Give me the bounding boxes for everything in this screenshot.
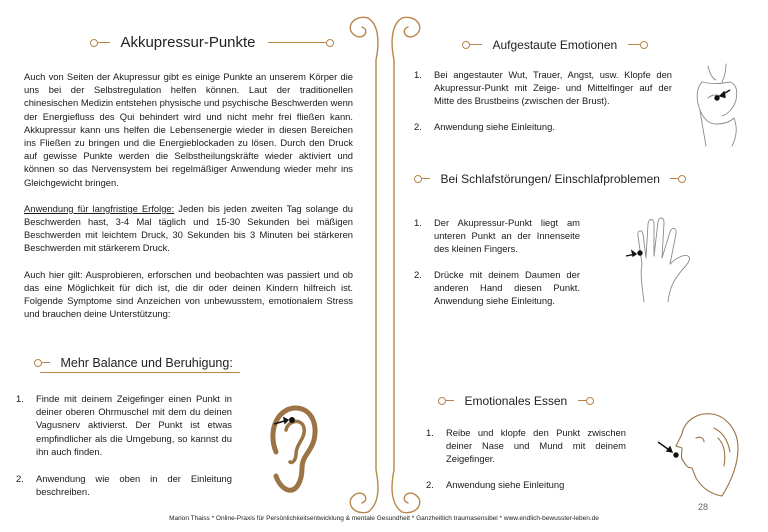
section-title: Bei Schlafstörungen/ Einschlafproblemen	[440, 171, 660, 186]
rule-ornament	[420, 178, 430, 179]
item-text: Anwendung siehe Einleitung	[446, 478, 565, 490]
item-number: 2.	[414, 268, 422, 280]
hand-illustration	[622, 214, 702, 306]
rule-ornament	[96, 42, 110, 43]
list-item	[16, 472, 232, 498]
list-item	[426, 478, 626, 491]
section-title: Emotionales Essen	[464, 393, 568, 408]
item-number: 1.	[426, 427, 434, 438]
rule-ornament	[468, 44, 482, 45]
rule-ornament	[578, 400, 588, 401]
rule-ornament	[444, 400, 454, 401]
emotions-heading	[468, 36, 642, 54]
item-number: 1.	[414, 217, 422, 228]
page-number: 28	[697, 502, 708, 512]
list-item	[414, 216, 580, 256]
emotions-list	[414, 68, 672, 145]
face-illustration	[652, 408, 742, 498]
sleep-heading	[420, 170, 680, 188]
list-item	[426, 426, 626, 466]
item-number: 1.	[16, 393, 24, 404]
intro-text: Auch von Seiten der Akupressur gibt es einige Punkte an unserem Körper die uns bei der Selbstregulation helfen können. Laut der traditionellen chinesischen Medizin entstehen physische und psychische Beschwerden wenn der Energiefluss des Qui behindert wird und nicht mehr frei fließen kann. Akkupressur kann uns helfen die Lebensenergie wieder in diesen Bereichen ins Fließen zu bringen und die Energieblockaden zu lösen. Durch den Druck auf gewisse Punkte werden die Selbstheilungskräfte wieder aktiviert und können so das Nervensystem bei regelmäßiger Anwendung wieder mehr ins Gleichgewicht bringen.	[24, 71, 353, 188]
eating-list	[426, 426, 626, 503]
item-number: 2.	[16, 473, 24, 485]
sleep-list	[414, 216, 580, 319]
list-item	[414, 68, 672, 108]
section-title: Aufgestaute Emotionen	[492, 37, 618, 52]
rule-ornament	[628, 44, 642, 45]
item-text: Reibe und klopfe den Punkt zwischen deiner Nase und Mund mit deinem Zeigefinger.	[446, 427, 626, 465]
section-title: Mehr Balance und Beruhigung:	[60, 355, 233, 370]
list-item	[414, 268, 580, 308]
eating-heading	[444, 392, 588, 410]
item-number: 2.	[426, 478, 434, 490]
rule-ornament	[670, 178, 680, 179]
list-item	[414, 120, 672, 133]
list-item	[16, 392, 232, 458]
rule-line	[40, 372, 240, 373]
intro-paragraph	[24, 70, 353, 320]
longterm-paragraph	[24, 202, 353, 255]
also-text: Auch hier gilt: Ausprobieren, erforschen und beobachten was passiert und ob das eine Möglichkeit für dich ist, die dir oder deinen Kindern hilfreich ist. Folgende Symptome sind Anzeichen von unbewusstem, emotionalem Stress und brauchen deine Unterstützung:	[24, 268, 353, 320]
rule-ornament	[268, 42, 328, 43]
item-text: Anwendung wie oben in der Einleitung beschreiben.	[36, 473, 232, 498]
balance-list	[16, 392, 232, 510]
footer-text: Marion Thaiss * Online-Praxis für Persönlichkeitsentwicklung & mentale Gesundheit * Ganzheitlich traumasensibel * www.endlich-bewusster-leben.de	[169, 515, 599, 522]
longterm-text: Jeden bis jeden zweiten Tag solange du Beschwerden hast, 3-4 Mal täglich und 15-30 Sekunden bei mäßigen Beschwerden mit leichtem Druck, 30 Sekunden bis 3 Minuten bei stärkeren Beschwerden mit stärkerem Druck.	[24, 202, 353, 254]
item-text: Bei angestauter Wut, Trauer, Angst, usw. Klopfe den Akupressur-Punkt mit Zeige- und Mittelfinger auf der Mitte des Brustbeins (zwischen der Brust).	[434, 69, 672, 107]
item-number: 1.	[414, 69, 422, 80]
ear-illustration	[262, 402, 320, 496]
page-title: Akkupressur-Punkte	[120, 34, 256, 52]
item-number: 2.	[414, 120, 422, 132]
item-text: Anwendung siehe Einleitung.	[434, 120, 555, 132]
item-text: Drücke mit deinem Daumen der anderen Hand diesen Punkt. Anwendung siehe Einleitung.	[434, 268, 580, 307]
longterm-label: Anwendung für langfristige Erfolge:	[24, 202, 175, 214]
item-text: Finde mit deinem Zeigefinger einen Punkt in deiner oberen Ohrmuschel mit dem du deinen Vagusnerv aktivierst. Der Punkt ist etwas empfindlicher als die Umgebung, so kannst du ihn auch finden.	[36, 393, 232, 457]
item-text: Der Akupressur-Punkt liegt am unteren Punkt an der Innenseite des kleinen Fingers.	[434, 217, 580, 255]
rule-ornament	[40, 362, 50, 363]
chest-illustration	[690, 62, 742, 148]
balance-heading	[40, 354, 233, 372]
left-title	[96, 34, 328, 52]
